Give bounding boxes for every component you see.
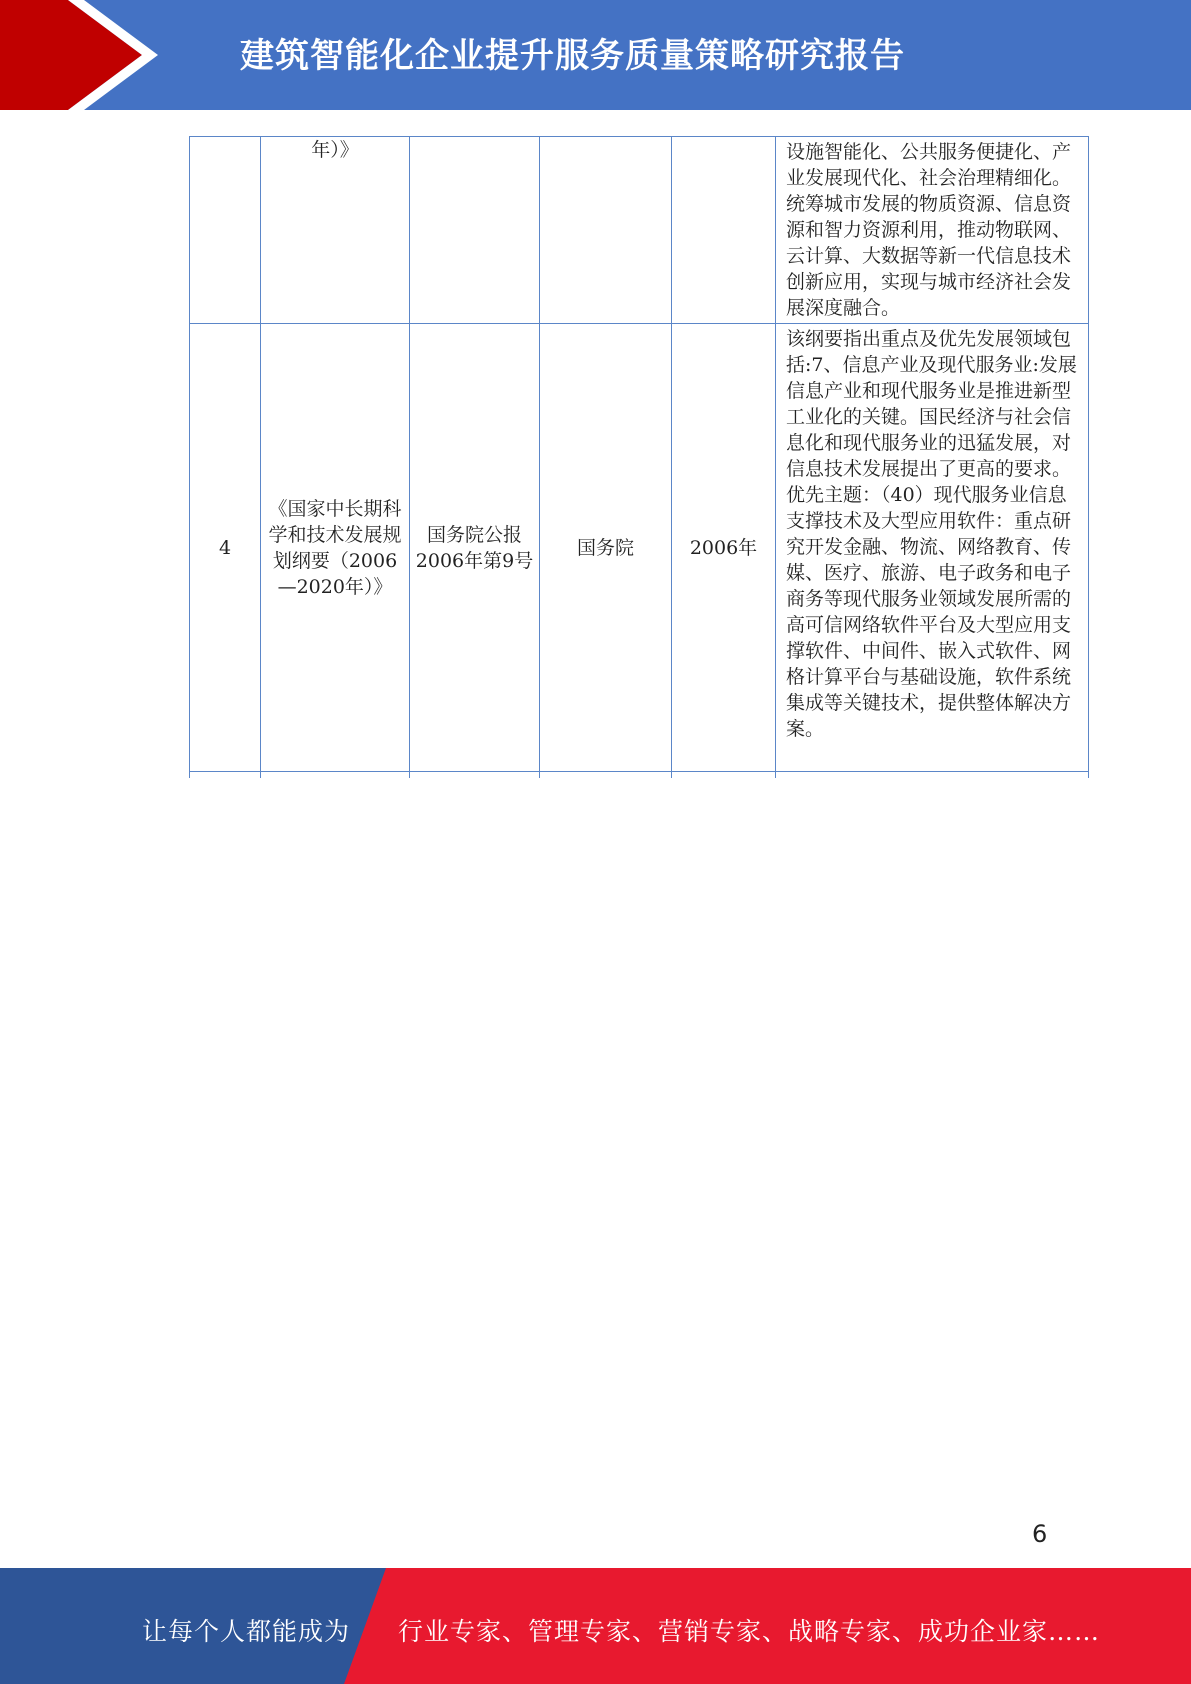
- report-title: 建筑智能化企业提升服务质量策略研究报告: [240, 36, 905, 76]
- cell-year: 2006年: [672, 324, 776, 772]
- cell-doc-no: 国务院公报2006年第9号: [410, 324, 540, 772]
- footer-slogan-right: 行业专家、管理专家、营销专家、战略专家、成功企业家……: [398, 1617, 1101, 1646]
- footer-slogan-left: 让每个人都能成为: [142, 1617, 351, 1646]
- cell-doc-no: [410, 137, 540, 324]
- table-row-continued: [190, 137, 1089, 324]
- header-chevron-decoration: [0, 0, 160, 110]
- cell-num: 4: [190, 324, 261, 772]
- policy-table: [189, 136, 1089, 778]
- cell-num: [190, 137, 261, 324]
- report-header: [0, 0, 1191, 110]
- report-footer: [0, 1568, 1191, 1684]
- cell-description: 该纲要指出重点及优先发展领域包括:7、信息产业及现代服务业:发展信息产业和现代服务业是推进新型工业化的关键。国民经济与社会信息化和现代服务业的迅猛发展，对信息技术发展提出了更高的要求。优先主题：（40）现代服务业信息支撑技术及大型应用软件：重点研究开发金融、物流、网络教育、传媒、医疗、旅游、电子政务和电子商务等现代服务业领域发展所需的高可信网络软件平台及大型应用支撑软件、中间件、嵌入式软件、网格计算平台与基础设施，软件系统集成等关键技术，提供整体解决方案。: [776, 324, 1089, 772]
- cell-issuer: 国务院: [540, 324, 672, 772]
- cell-year: [672, 137, 776, 324]
- cell-policy-name: 《国家中长期科学和技术发展规划纲要（2006—2020年）》: [261, 324, 410, 772]
- cell-description: 设施智能化、公共服务便捷化、产业发展现代化、社会治理精细化。统筹城市发展的物质资源、信息资源和智力资源利用，推动物联网、云计算、大数据等新一代信息技术创新应用，实现与城市经济社会发展深度融合。: [776, 137, 1089, 324]
- page-number: 6: [1032, 1520, 1048, 1548]
- table-row: [190, 324, 1089, 772]
- cell-issuer: [540, 137, 672, 324]
- table-row-next-start: [190, 772, 1089, 779]
- cell-policy-name-tail: 年）》: [261, 137, 410, 324]
